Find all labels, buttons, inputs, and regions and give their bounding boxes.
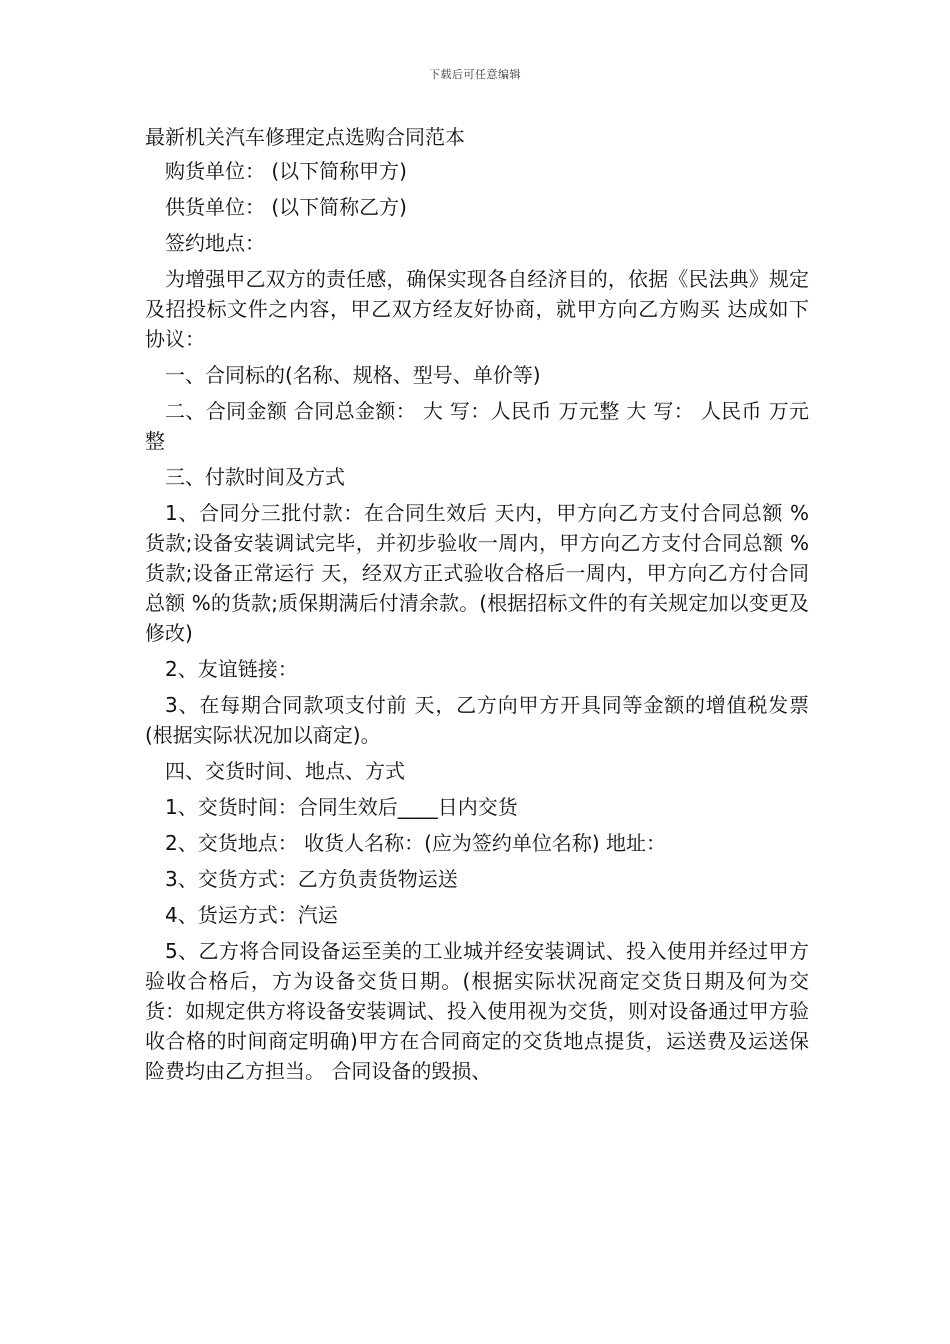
paragraph-preamble: 为增强甲乙双方的责任感，确保实现各自经济目的，依据《民法典》规定及招投标文件之内容，甲乙双方经友好协商，就甲方向乙方购买 达成如下协议：: [145, 267, 809, 351]
section-heading-payment: 三、付款时间及方式: [165, 465, 345, 489]
paragraph-delivery-1: 1、交货时间：合同生效后____日内交货: [165, 795, 518, 819]
paragraph-supplier: 供货单位： (以下简称乙方): [165, 195, 407, 219]
document-title: 最新机关汽车修理定点选购合同范本: [145, 125, 465, 149]
section-heading-subject: 一、合同标的(名称、规格、型号、单价等): [165, 363, 541, 387]
section-heading-delivery: 四、交货时间、地点、方式: [165, 759, 405, 783]
header-note: 下载后可任意编辑: [429, 68, 521, 81]
paragraph-delivery-5: 5、乙方将合同设备运至美的工业城并经安装调试、投入使用并经过甲方验收合格后，方为设备交货日期。(根据实际状况商定交货日期及何为交货：如规定供方将设备安装调试、投入使用视为交货，则对设备通过甲方验收合格的时间商定明确)甲方在合同商定的交货地点提货，运送费及运送保险费均由乙方担当。 合同设备的毁损、: [145, 939, 809, 1083]
paragraph-delivery-2: 2、交货地点： 收货人名称：(应为签约单位名称) 地址：: [165, 831, 667, 855]
paragraph-delivery-4: 4、货运方式：汽运: [165, 903, 338, 927]
paragraph-payment-1: 1、合同分三批付款：在合同生效后 天内，甲方向乙方支付合同总额 %货款;设备安装调试完毕，并初步验收一周内，甲方向乙方支付合同总额 %货款;设备正常运行 天，经双方正式验收合格后一周内，甲方向乙方付合同总额 %的货款;质保期满后付清余款。(根据招标文件的有关规定加以变更及修改): [145, 501, 809, 645]
paragraph-signing-place: 签约地点：: [165, 231, 265, 255]
paragraph-payment-2: 2、友谊链接：: [165, 657, 298, 681]
paragraph-contract-amount: 二、合同金额 合同总金额： 大 写：人民币 万元整 大 写： 人民币 万元整: [145, 399, 809, 453]
document-body: [145, 156, 809, 1092]
paragraph-buyer: 购货单位： (以下简称甲方): [165, 159, 407, 183]
paragraph-payment-3: 3、在每期合同款项支付前 天，乙方向甲方开具同等金额的增值税发票(根据实际状况加以商定)。: [145, 693, 809, 747]
paragraph-delivery-3: 3、交货方式：乙方负责货物运送: [165, 867, 458, 891]
